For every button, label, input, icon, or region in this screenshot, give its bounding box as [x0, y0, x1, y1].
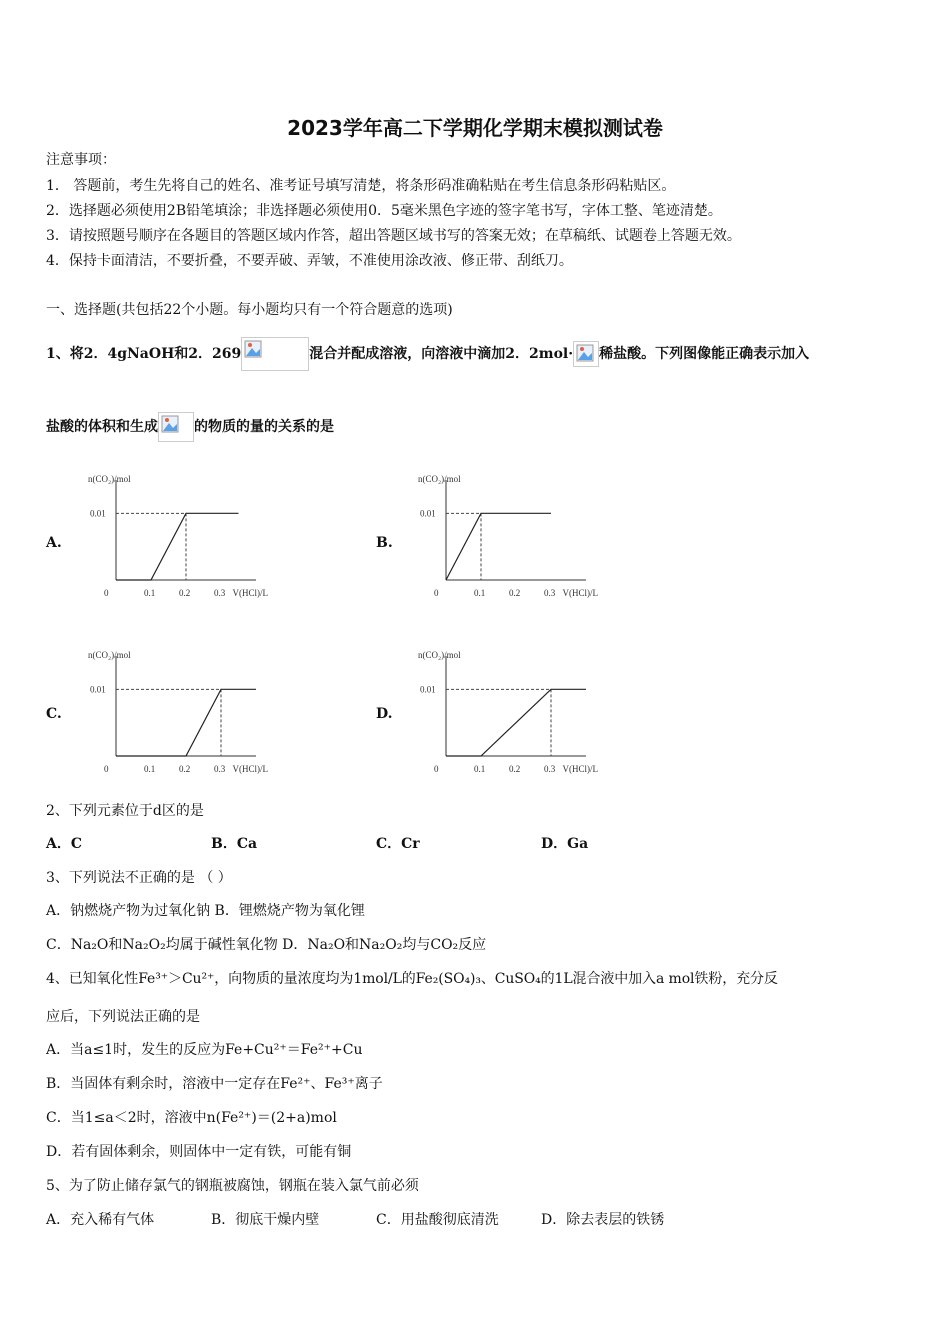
notice-item: 2．选择题必须使用2B铅笔填涂；非选择题必须使用0．5毫米黑色字迹的签字笔书写，字体工整、笔迹清楚。	[46, 203, 722, 219]
q5-option: B．彻底干燥内壁	[211, 1212, 320, 1228]
question-3-stem: 3、下列说法不正确的是 （ ）	[46, 870, 232, 886]
x-tick-label: 0.3	[214, 764, 226, 774]
q3-options-line: A．钠燃烧产物为过氧化钠 B．锂燃烧产物为氧化锂	[46, 903, 365, 919]
section-heading: 一、选择题(共包括22个小题。每小题均只有一个符合题意的选项)	[46, 302, 453, 318]
broken-image-icon	[573, 341, 599, 367]
series-line	[116, 513, 239, 580]
broken-image-icon	[241, 337, 309, 371]
question-4-stem: 4、已知氧化性Fe³⁺＞Cu²⁺，向物质的量浓度均为1mol/L的Fe₂(SO₄)₃、CuSO₄的1L混合液中加入a mol铁粉，充分反	[46, 971, 778, 987]
question-4-stem-cont: 应后，下列说法正确的是	[46, 1009, 200, 1025]
notice-heading: 注意事项：	[46, 152, 116, 168]
x-tick-label: 0	[434, 764, 439, 774]
q1-text-b: 混合并配成溶液，向溶液中滴加2．2mol·	[309, 346, 574, 362]
option-c-label: C.	[46, 706, 62, 722]
chart-option-c	[70, 638, 268, 778]
option-a-label: A.	[46, 535, 62, 551]
series-line	[446, 689, 586, 756]
q1-text-e: 的物质的量的关系的是	[194, 419, 334, 435]
q5-option: D．除去表层的铁锈	[541, 1212, 665, 1228]
y-tick-label: 0.01	[90, 508, 106, 519]
y-axis-label: n(CO₂)/mol	[88, 474, 131, 484]
question-5-stem: 5、为了防止储存氯气的钢瓶被腐蚀，钢瓶在装入氯气前必须	[46, 1178, 419, 1194]
q5-option: A．充入稀有气体	[46, 1212, 155, 1228]
question-1-line2	[46, 412, 334, 442]
y-axis-label: n(CO₂)/mol	[418, 650, 461, 660]
y-tick-label: 0.01	[420, 684, 436, 695]
x-axis-label: V(HCl)/L	[562, 588, 598, 598]
q2-option: A．C	[46, 836, 83, 852]
x-tick-label: 0	[434, 588, 439, 598]
notice-item: 4．保持卡面清洁，不要折叠，不要弄破、弄皱，不准使用涂改液、修正带、刮纸刀。	[46, 253, 573, 269]
chart-option-a	[70, 462, 268, 602]
option-b-label: B.	[376, 535, 393, 551]
broken-image-icon	[158, 412, 194, 442]
x-axis-label: V(HCl)/L	[562, 764, 598, 774]
notice-item: 1． 答题前，考生先将自己的姓名、准考证号填写清楚，将条形码准确粘贴在考生信息条形码粘贴区。	[46, 178, 676, 194]
x-tick-label: 0.2	[509, 764, 521, 774]
x-tick-label: 0.3	[544, 588, 556, 598]
x-tick-label: 0.2	[179, 764, 191, 774]
chart-option-b	[400, 462, 598, 602]
x-axis-label: V(HCl)/L	[232, 764, 268, 774]
q2-option: C．Cr	[376, 836, 420, 852]
q4-option: D．若有固体剩余，则固体中一定有铁，可能有铜	[46, 1144, 352, 1160]
x-tick-label: 0.2	[179, 588, 191, 598]
x-tick-label: 0.3	[544, 764, 556, 774]
y-tick-label: 0.01	[90, 684, 106, 695]
x-tick-label: 0.2	[509, 588, 521, 598]
question-1-line1	[46, 337, 809, 371]
q1-text-d: 盐酸的体积和生成	[46, 419, 158, 435]
y-axis-label: n(CO₂)/mol	[88, 650, 131, 660]
notice-item: 3．请按照题号顺序在各题目的答题区域内作答，超出答题区域书写的答案无效；在草稿纸、试题卷上答题无效。	[46, 228, 741, 244]
series-line	[116, 689, 256, 756]
question-2-stem: 2、下列元素位于d区的是	[46, 803, 204, 819]
q4-option: C．当1≤a＜2时，溶液中n(Fe²⁺)＝(2+a)mol	[46, 1110, 337, 1126]
y-tick-label: 0.01	[420, 508, 436, 519]
x-tick-label: 0.3	[214, 588, 226, 598]
option-d-label: D.	[376, 706, 393, 722]
q2-option: B．Ca	[211, 836, 258, 852]
x-tick-label: 0.1	[144, 764, 156, 774]
q5-option: C．用盐酸彻底清洗	[376, 1212, 499, 1228]
q4-option: A．当a≤1时，发生的反应为Fe+Cu²⁺＝Fe²⁺+Cu	[46, 1042, 363, 1058]
q3-options-line: C．Na₂O和Na₂O₂均属于碱性氧化物 D．Na₂O和Na₂O₂均与CO₂反应	[46, 937, 487, 953]
q4-option: B．当固体有剩余时，溶液中一定存在Fe²⁺、Fe³⁺离子	[46, 1076, 383, 1092]
x-axis-label: V(HCl)/L	[232, 588, 268, 598]
x-tick-label: 0	[104, 588, 109, 598]
y-axis-label: n(CO₂)/mol	[418, 474, 461, 484]
x-tick-label: 0.1	[474, 588, 486, 598]
chart-option-d	[400, 638, 598, 778]
x-tick-label: 0.1	[144, 588, 156, 598]
q1-text-a: 1、将2．4gNaOH和2．269	[46, 346, 242, 362]
x-tick-label: 0	[104, 764, 109, 774]
x-tick-label: 0.1	[474, 764, 486, 774]
q2-option: D．Ga	[541, 836, 589, 852]
page-title: 2023学年高二下学期化学期末模拟测试卷	[287, 116, 663, 140]
q1-text-c: 稀盐酸。下列图像能正确表示加入	[599, 346, 810, 362]
series-line	[446, 513, 551, 580]
